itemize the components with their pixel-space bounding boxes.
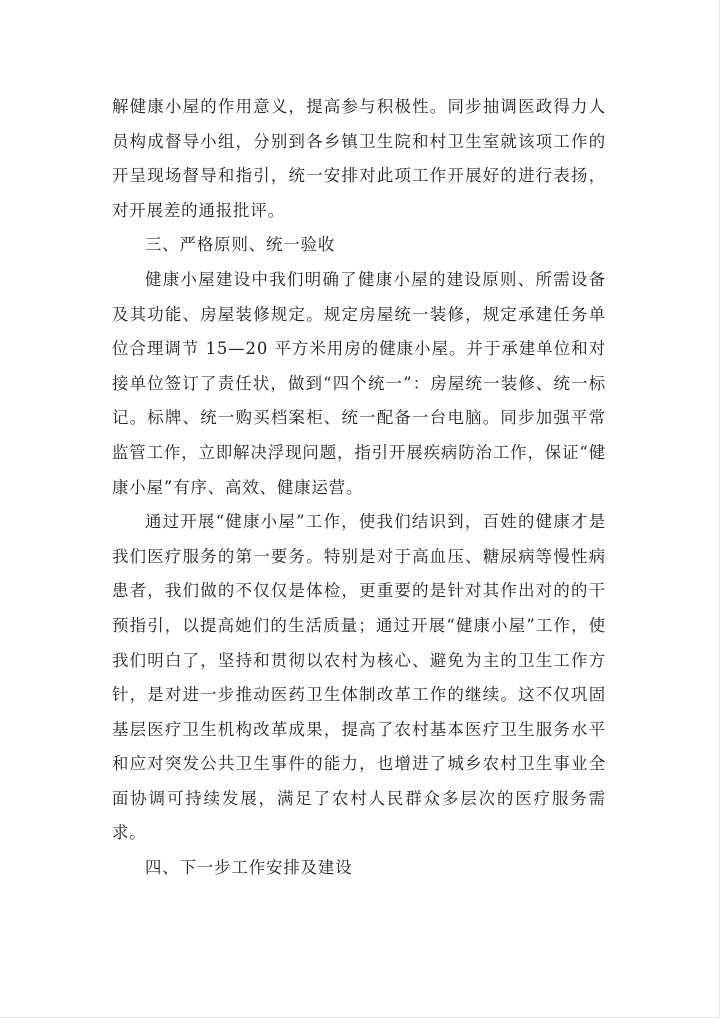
- body-paragraph: 通过开展“健康小屋”工作，使我们结识到，百姓的健康才是我们医疗服务的第一要务。特别是对于高血压、糖尿病等慢性病患者，我们做的不仅仅是体检，更重要的是针对其作出对的的干预指引，以提高她们的生活质量；通过开展“健康小屋”工作，使我们明白了，坚持和贯彻以农村为核心、避免为主的卫生工作方针，是对进一步推动医药卫生体制改革工作的继续。这不仅巩固基层医疗卫生机构改革成果，提高了农村基本医疗卫生服务水平和应对突发公共卫生事件的能力，也增进了城乡农村卫生事业全面协调可持续发展，满足了农村人民群众多层次的医疗服务需求。: [112, 512, 606, 843]
- body-paragraph: 解健康小屋的作用意义，提高参与积极性。同步抽调医政得力人员构成督导小组，分别到各乡镇卫生院和村卫生室就该项工作的开呈现场督导和指引，统一安排对此项工作开展好的进行表扬，对开展差的通报批评。: [112, 97, 606, 220]
- section-heading-3: 三、严格原则、统一验收: [145, 235, 336, 255]
- body-paragraph: 健康小屋建设中我们明确了健康小屋的建设原则、所需设备及其功能、房屋装修规定。规定房屋统一装修，规定承建任务单位合理调节 15—20 平方米用房的健康小屋。并于承建单位和对接单位签订了责任状，做到“四个统一”：房屋统一装修、统一标记。标牌、统一购买档案柜、统一配备一台电脑。同步加强平常监管工作，立即解决浮现问题，指引开展疾病防治工作，保证“健康小屋”有序、高效、健康运营。: [112, 269, 606, 497]
- document-body: [112, 90, 606, 886]
- section-heading-4: 四、下一步工作安排及建设: [145, 858, 353, 878]
